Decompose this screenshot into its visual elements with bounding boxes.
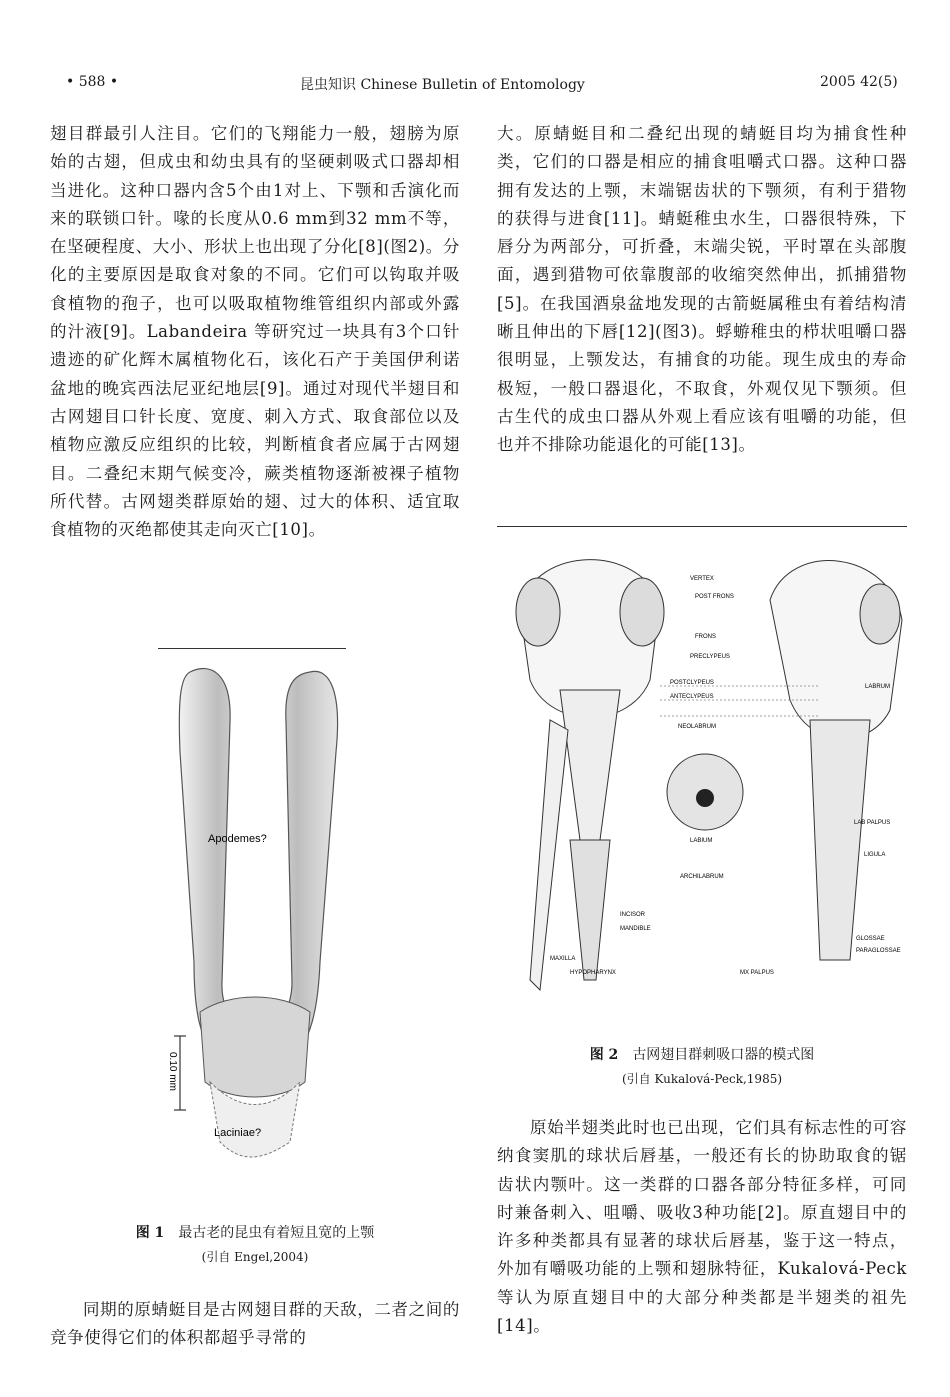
postfrons-label: POST FRONS: [695, 594, 734, 600]
paraglossae-label: PARAGLOSSAE: [856, 948, 901, 954]
figure-1-image: [160, 662, 352, 1184]
paragraph: 同期的原蜻蜓目是古网翅目群的天敌，二者之间的竞争使得它们的体积都超乎寻常的: [50, 1300, 460, 1348]
figure-2-title: 古网翅目群刺吸口器的模式图: [632, 1047, 815, 1063]
figure-2-source: (引自 Kukalová-Peck,1985): [621, 1072, 783, 1086]
neolabrum-label: NEOLABRUM: [678, 724, 717, 730]
divider-left: [158, 648, 346, 649]
apodemes-label: Apodemes?: [208, 833, 267, 845]
left-column-text: [50, 120, 460, 544]
issue-info: 2005 42(5): [820, 74, 898, 90]
laciniae-label: Laciniae?: [214, 1127, 262, 1139]
mx-palpus-label: MX PALPUS: [740, 970, 774, 976]
labium-label: LABIUM: [690, 838, 713, 844]
scale-label: 0.10 mm: [167, 1052, 178, 1091]
figure-1-title: 最古老的昆虫有着短且宽的上颚: [178, 1225, 375, 1241]
right-bottom-text: [497, 1114, 907, 1340]
figure-1-number: 图 1: [135, 1225, 165, 1241]
hypopharynx-label: HYPOPHARYNX: [570, 970, 616, 976]
labrum-label: LABRUM: [865, 684, 891, 690]
figure-2-number: 图 2: [589, 1047, 619, 1063]
page-header: [0, 74, 950, 98]
figure-1-source: (引自 Engel,2004): [201, 1250, 309, 1264]
incisor-label: INCISOR: [620, 912, 646, 918]
frons-label: FRONS: [695, 634, 716, 640]
page-number: • 588 •: [66, 74, 119, 90]
postclypeus-label: POSTCLYPEUS: [670, 680, 714, 686]
right-column-text: [497, 120, 907, 460]
paragraph: 翅目群最引人注目。它们的飞翔能力一般，翅膀为原始的古翅，但成虫和幼虫具有的坚硬刺吸式口器却相当进化。这种口器内含5个由1对上、下颚和舌演化而来的联锁口针。喙的长度从0.6 mm到32 mm不等，在坚硬程度、大小、形状上也出现了分化[8](图2)。分化的主要原因是取食对象的不同。它们可以钩取并吸食植物的孢子，也可以吸取植物维管组织内部或外露的汁液[9]。Labandeira 等研究过一块具有3个口针遗迹的矿化辉木属植物化石，该化石产于美国伊利诺盆地的晚宾西法尼亚纪地层[9]。通过对现代半翅目和古网翅目口针长度、宽度、刺入方式、取食部位以及植物应激反应组织的比较，判断植食者应属于古网翅目。二叠纪末期气候变冷，蕨类植物逐渐被裸子植物所代替。古网翅类群原始的翅、过大的体积、适宜取食植物的灭绝都使其走向灭亡[10]。: [50, 124, 460, 540]
paragraph: 大。原蜻蜓目和二叠纪出现的蜻蜓目均为捕食性种类，它们的口器是相应的捕食咀嚼式口器。这种口器拥有发达的上颚，末端锯齿状的下颚须，有利于猎物的获得与进食[11]。蜻蜓稚虫水生，口器很特殊，下唇分为两部分，可折叠，末端尖锐，平时罩在头部腹面，遇到猎物可依靠腹部的收缩突然伸出，抓捕猎物[5]。在我国酒泉盆地发现的古箭蜓属稚虫有着结构清晰且伸出的下唇[12](图3)。蜉蝣稚虫的栉状咀嚼口器很明显，上颚发达，有捕食的功能。现生成虫的寿命极短，一般口器退化，不取食，外观仅见下颚须。但古生代的成虫口器从外观上看应该有咀嚼的功能，但也并不排除功能退化的可能[13]。: [497, 124, 907, 455]
figure-2-image: [510, 540, 910, 1028]
journal-title: 昆虫知识 Chinese Bulletin of Entomology: [300, 77, 585, 93]
preclypeus-label: PRECLYPEUS: [690, 654, 730, 660]
divider-right: [497, 526, 907, 527]
anteclypeus-label: ANTECLYPEUS: [670, 694, 714, 700]
paragraph: 原始半翅类此时也已出现，它们具有标志性的可容纳食窦肌的球状后唇基，一般还有长的协助取食的锯齿状内颚叶。这一类群的口器各部分特征多样，可同时兼备刺入、咀嚼、吸收3种功能[2]。原直翅目中的许多种类都具有显著的球状后唇基，鉴于这一特点，外加有嚼吸功能的上颚和翅脉特征，Kukalová-Peck 等认为原直翅目中的大部分种类都是半翅类的祖先[14]。: [497, 1118, 907, 1336]
figure-2-caption: [497, 1044, 907, 1064]
vertex-label: VERTEX: [690, 576, 714, 582]
mandible-label: MANDIBLE: [620, 926, 651, 932]
archilabrum-label: ARCHILABRUM: [680, 874, 724, 880]
lab-palpus-label: LAB PALPUS: [854, 820, 891, 826]
glossae-label: GLOSSAE: [856, 936, 885, 942]
maxilla-label: MAXILLA: [550, 956, 576, 962]
figure-1-caption: [50, 1222, 460, 1242]
left-bottom-text: [50, 1296, 460, 1353]
ligula-label: LIGULA: [864, 852, 886, 858]
